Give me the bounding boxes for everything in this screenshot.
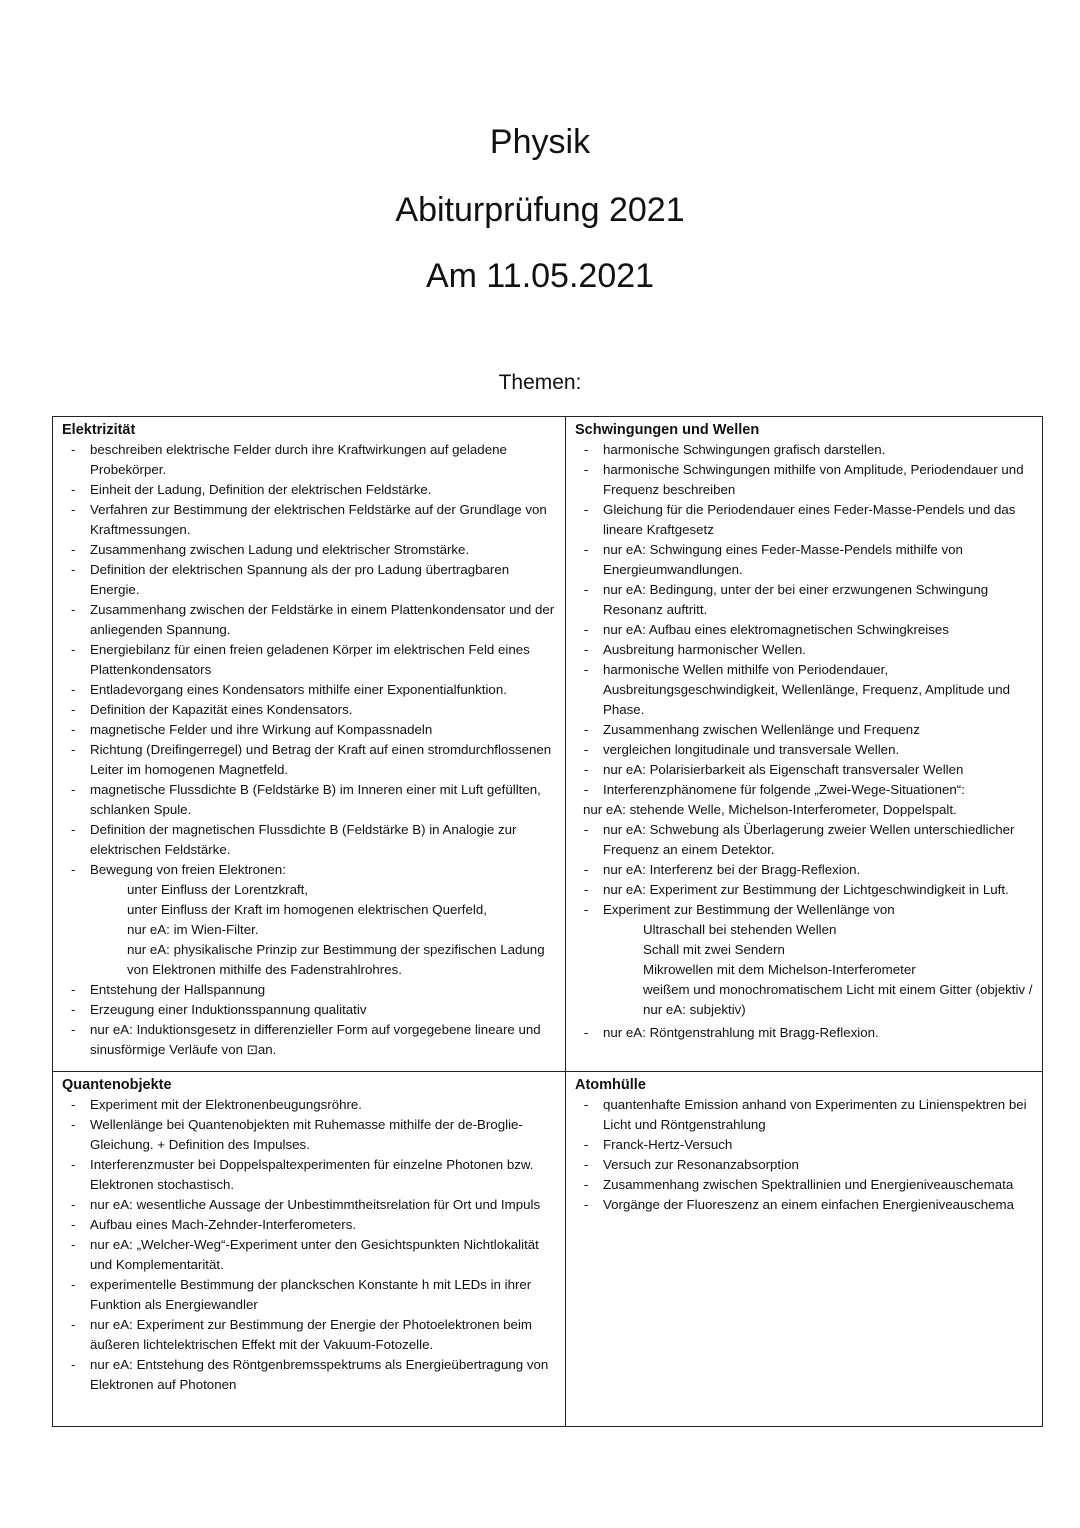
list-item: - magnetische Felder und ihre Wirkung auf Kompassnadeln	[62, 720, 557, 740]
list-item: - harmonische Wellen mithilfe von Periodendauer, Ausbreitungsgeschwindigkeit, Wellenlänge, Frequenz, Amplitude und Phase.	[575, 660, 1034, 720]
list-item: - Versuch zur Resonanzabsorption	[575, 1155, 1034, 1175]
topic-list	[575, 1095, 1034, 1215]
list-item: - nur eA: Experiment zur Bestimmung der Energie der Photoelektronen beim äußeren lichtelektrischen Effekt mit der Vakuum-Fotozelle.	[62, 1315, 557, 1355]
list-item: - Einheit der Ladung, Definition der elektrischen Feldstärke.	[62, 480, 557, 500]
list-item: - nur eA: Induktionsgesetz in differenzieller Form auf vorgegebene lineare und sinusförmige Verläufe von ⊡an.	[62, 1020, 557, 1060]
list-item: - nur eA: Experiment zur Bestimmung der Lichtgeschwindigkeit in Luft.	[575, 880, 1034, 900]
list-item: - nur eA: Bedingung, unter der bei einer erzwungenen Schwingung Resonanz auftritt.	[575, 580, 1034, 620]
exam-title: Abiturprüfung 2021	[395, 191, 685, 229]
list-item: - nur eA: Entstehung des Röntgenbremsspektrums als Energieübertragung von Elektronen auf Photonen	[62, 1355, 557, 1395]
list-item: - Interferenzphänomene für folgende „Zwei-Wege-Situationen“:	[575, 780, 1034, 800]
list-item: - Zusammenhang zwischen der Feldstärke in einem Plattenkondensator und der anliegenden Spannung.	[62, 600, 557, 640]
topic-list	[62, 1095, 557, 1395]
list-item: - harmonische Schwingungen grafisch darstellen.	[575, 440, 1034, 460]
sub-item: Schall mit zwei Sendern	[643, 942, 785, 957]
sub-item: unter Einfluss der Lorentzkraft,	[127, 882, 309, 897]
list-item: - Erzeugung einer Induktionsspannung qualitativ	[62, 1000, 557, 1020]
sub-item: nur eA: physikalische Prinzip zur Bestimmung der spezifischen Ladung von Elektronen mithilfe des Fadenstrahlrohres.	[127, 942, 545, 977]
topics-label: Themen:	[498, 371, 582, 394]
sub-item: nur eA: im Wien-Filter.	[127, 922, 259, 937]
list-item: - Experiment mit der Elektronenbeugungsröhre.	[62, 1095, 557, 1115]
list-item: - nur eA: Interferenz bei der Bragg-Reflexion.	[575, 860, 1034, 880]
list-item: - Definition der magnetischen Flussdichte B (Feldstärke B) in Analogie zur elektrischen Feldstärke.	[62, 820, 557, 860]
list-item-wavelength	[575, 900, 1034, 1020]
motion-item-label: Bewegung von freien Elektronen:	[90, 862, 286, 877]
list-item: - Aufbau eines Mach-Zehnder-Interferometers.	[62, 1215, 557, 1235]
list-item: - nur eA: Schwingung eines Feder-Masse-Pendels mithilfe von Energieumwandlungen.	[575, 540, 1034, 580]
sub-item: Mikrowellen mit dem Michelson-Interferometer	[643, 962, 916, 977]
section-schwingungen	[566, 417, 1043, 1072]
section-title: Atomhülle	[575, 1077, 646, 1093]
list-item: - Gleichung für die Periodendauer eines Feder-Masse-Pendels und das lineare Kraftgesetz	[575, 500, 1034, 540]
list-item: - vergleichen longitudinale und transversale Wellen.	[575, 740, 1034, 760]
exam-date: Am 11.05.2021	[425, 257, 655, 295]
list-item: - Vorgänge der Fluoreszenz an einem einfachen Energieniveauschema	[575, 1195, 1034, 1215]
list-item: - nur eA: Schwebung als Überlagerung zweier Wellen unterschiedlicher Frequenz an einem Detektor.	[575, 820, 1034, 860]
section-title: Elektrizität	[62, 422, 136, 438]
topics-table	[52, 416, 1043, 1427]
list-item: - Richtung (Dreifingerregel) und Betrag der Kraft auf einen stromdurchflossenen Leiter im homogenen Magnetfeld.	[62, 740, 557, 780]
list-item: - Definition der Kapazität eines Kondensators.	[62, 700, 557, 720]
list-item-continuation: nur eA: stehende Welle, Michelson-Interferometer, Doppelspalt.	[583, 802, 957, 817]
list-item: - nur eA: Polarisierbarkeit als Eigenschaft transversaler Wellen	[575, 760, 1034, 780]
list-item: - Entstehung der Hallspannung	[62, 980, 557, 1000]
section-elektrizitaet	[53, 417, 566, 1072]
list-item: - Energiebilanz für einen freien geladenen Körper im elektrischen Feld eines Plattenkondensators	[62, 640, 557, 680]
list-item: - experimentelle Bestimmung der planckschen Konstante h mit LEDs in ihrer Funktion als Energiewandler	[62, 1275, 557, 1315]
list-item: - beschreiben elektrische Felder durch ihre Kraftwirkungen auf geladene Probekörper.	[62, 440, 557, 480]
page-title: Physik	[489, 123, 591, 161]
section-title: Quantenobjekte	[62, 1077, 172, 1093]
list-item: - Zusammenhang zwischen Wellenlänge und Frequenz	[575, 720, 1034, 740]
wavelength-item-label: Experiment zur Bestimmung der Wellenlänge von	[603, 902, 895, 917]
list-item: - Zusammenhang zwischen Ladung und elektrischer Stromstärke.	[62, 540, 557, 560]
topic-list	[62, 440, 557, 1060]
list-item: - nur eA: wesentliche Aussage der Unbestimmtheitsrelation für Ort und Impuls	[62, 1195, 557, 1215]
list-item: - Entladevorgang eines Kondensators mithilfe einer Exponentialfunktion.	[62, 680, 557, 700]
section-title: Schwingungen und Wellen	[575, 422, 760, 438]
list-item: - Franck-Hertz-Versuch	[575, 1135, 1034, 1155]
section-atomhuelle	[566, 1072, 1043, 1427]
list-item: - Definition der elektrischen Spannung als der pro Ladung übertragbaren Energie.	[62, 560, 557, 600]
list-item: - nur eA: Röntgenstrahlung mit Bragg-Reflexion.	[575, 1023, 1034, 1043]
sub-item: Ultraschall bei stehenden Wellen	[643, 922, 837, 937]
sub-item: weißem und monochromatischem Licht mit einem Gitter (objektiv / nur eA: subjektiv)	[643, 982, 1033, 1017]
list-item: - magnetische Flussdichte B (Feldstärke B) im Inneren einer mit Luft gefüllten, schlanken Spule.	[62, 780, 557, 820]
sub-item: unter Einfluss der Kraft im homogenen elektrischen Querfeld,	[127, 902, 487, 917]
topic-list	[575, 440, 1034, 1043]
list-item: - Verfahren zur Bestimmung der elektrischen Feldstärke auf der Grundlage von Kraftmessungen.	[62, 500, 557, 540]
list-item: - Zusammenhang zwischen Spektrallinien und Energieniveauschemata	[575, 1175, 1034, 1195]
list-item-motion	[62, 860, 557, 980]
list-item: - Interferenzmuster bei Doppelspaltexperimenten für einzelne Photonen bzw. Elektronen stochastisch.	[62, 1155, 557, 1195]
list-item: - nur eA: Aufbau eines elektromagnetischen Schwingkreises	[575, 620, 1034, 640]
list-item: - quantenhafte Emission anhand von Experimenten zu Linienspektren bei Licht und Röntgenstrahlung	[575, 1095, 1034, 1135]
list-item: - nur eA: „Welcher-Weg“-Experiment unter den Gesichtspunkten Nichtlokalität und Komplementarität.	[62, 1235, 557, 1275]
section-quantenobjekte	[53, 1072, 566, 1427]
list-item: - Ausbreitung harmonischer Wellen.	[575, 640, 1034, 660]
list-item: - harmonische Schwingungen mithilfe von Amplitude, Periodendauer und Frequenz beschreiben	[575, 460, 1034, 500]
list-item: - Wellenlänge bei Quantenobjekten mit Ruhemasse mithilfe der de-Broglie-Gleichung. + Definition des Impulses.	[62, 1115, 557, 1155]
